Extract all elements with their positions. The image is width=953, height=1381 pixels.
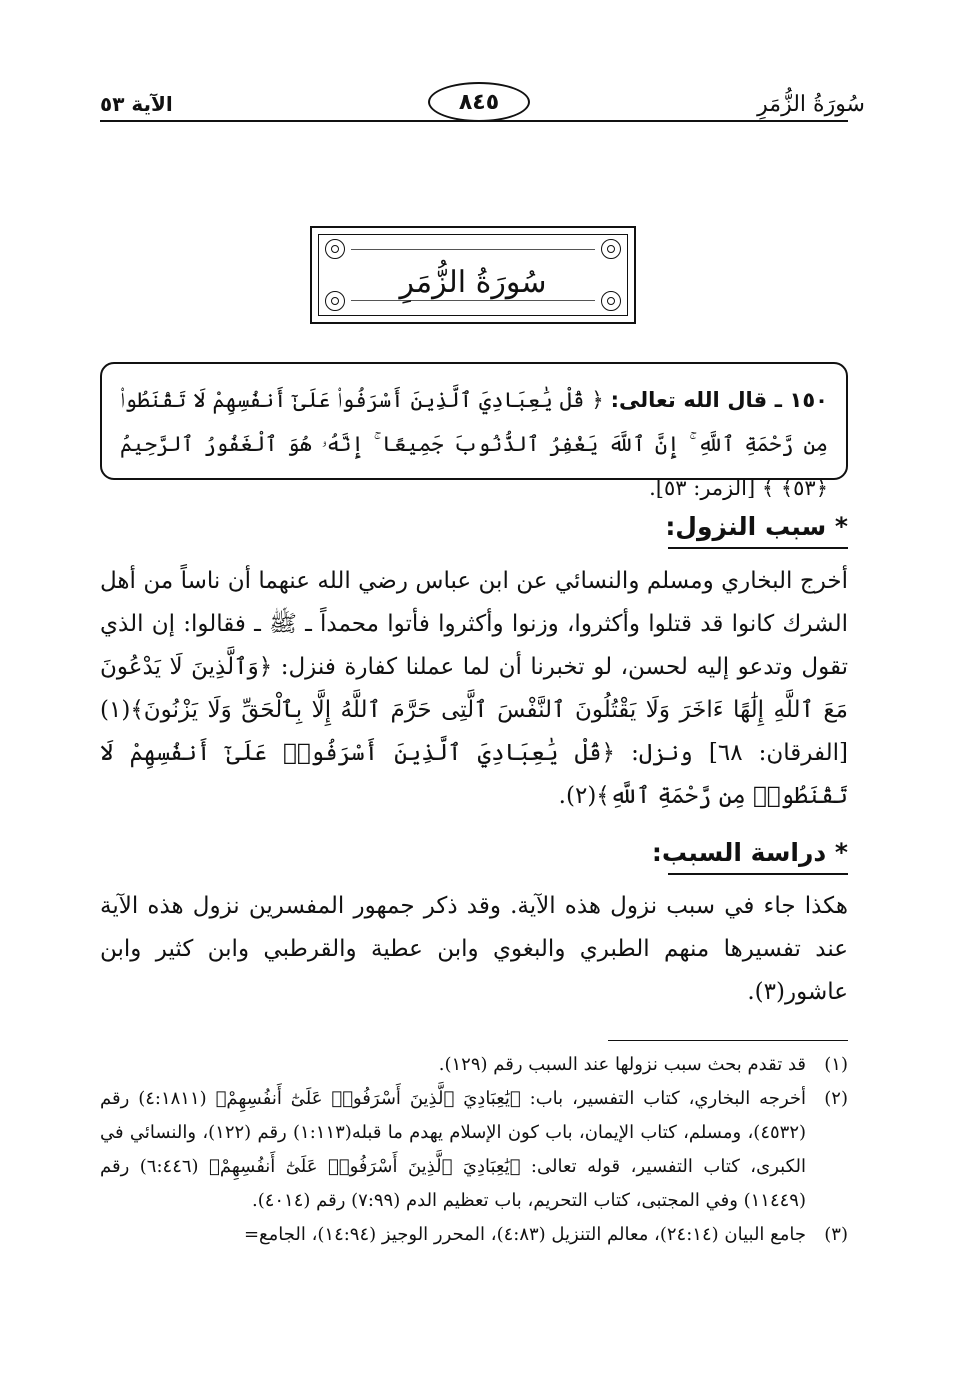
surah-title: سُورَةُ الزُّمَرِ — [399, 265, 547, 300]
footnote-number: (١) — [824, 1054, 848, 1075]
section-heading-study — [652, 838, 848, 867]
surah-title-inner-border — [318, 234, 628, 316]
footnote-text: أخرجه البخاري، كتاب التفسير، باب: ﴿يَٰعِبَادِيَ ٱلَّذِينَ أَسْرَفُوا۟ عَلَىٰٓ أَنفُسِهِمْ﴾ (٤:١٨١١) رقم (٤٥٣٢)، ومسلم، كتاب الإيمان، باب كون الإسلام يهدم ما قبله(١:١١٣) رقم (١٢٢)، والنسائي في الكبرى، كتاب التفسير، قوله تعالى: ﴿يَٰعِبَادِيَ ٱلَّذِينَ أَسْرَفُوا۟ عَلَىٰٓ أَنفُسِهِمْ﴾ (٦:٤٤٦) رقم (١١٤٤٩) وفي المجتبى، كتاب التحريم، باب تعظيم الدم (٧:٩٩) رقم (٤٠١٤). — [100, 1088, 807, 1211]
study-paragraph: هكذا جاء في سبب نزول هذه الآية. وقد ذكر جمهور المفسرين نزول هذه الآية عند تفسيرها منهم الطبري والبغوي وابن عطية والقرطبي وابن كثير وابن عاشور(٣). — [100, 893, 848, 1005]
footnote-separator — [608, 1040, 848, 1041]
vine-decoration — [351, 249, 595, 250]
verse-lead: ١٥٠ ـ قال الله تعالى: — [610, 388, 828, 412]
section-heading-text: * دراسة السبب: — [651, 838, 848, 867]
surah-title-frame — [310, 226, 636, 324]
verse-box — [100, 362, 848, 500]
footnote-text: قد تقدم بحث سبب نزولها عند السبب رقم (١٢٩). — [438, 1054, 806, 1075]
footnote-text: جامع البيان (٢٤:١٤)، معالم التنزيل (٤:٨٣)، المحرر الوجيز (١٤:٩٤)، الجامع= — [243, 1224, 806, 1245]
footnote — [100, 1218, 848, 1252]
heading-underline — [668, 547, 848, 549]
footnote-number: (٢) — [824, 1088, 848, 1109]
footnote — [100, 1082, 848, 1218]
heading-underline — [668, 873, 848, 875]
footnote — [100, 1048, 848, 1082]
section-heading-reason — [665, 512, 848, 541]
page-number: ٨٤٥ — [428, 82, 530, 122]
running-header-surah: سُورَةُ الزُّمَرِ — [757, 92, 865, 117]
verse-text: ﴿ قُلْ يَٰعِبَادِيَ ٱلَّذِينَ أَسْرَفُوا۟ عَلَىٰٓ أَنفُسِهِمْ لَا تَقْنَطُوا۟ مِن رَّحْمَةِ ٱللَّهِ ۚ إِنَّ ٱللَّهَ يَغْفِرُ ٱلذُّنُوبَ جَمِيعًا ۚ إِنَّهُۥ هُوَ ٱلْغَفُورُ ٱلرَّحِيمُ ﴿٥٣﴾ ﴾ [الزمر: ٥٣]. — [120, 388, 828, 500]
vine-decoration — [351, 300, 595, 301]
running-header-ayah: الآية ٥٣ — [100, 92, 173, 116]
header-rule — [100, 120, 848, 122]
footnote-number: (٣) — [824, 1224, 848, 1245]
footnotes — [100, 1048, 848, 1252]
section-heading-text: * سبب النزول: — [665, 512, 848, 541]
reason-paragraph: أخرج البخاري ومسلم والنسائي عن ابن عباس رضي الله عنهما أن ناساً من أهل الشرك كانوا قد قتلوا وأكثروا، وزنوا وأكثروا فأتوا محمداً ـ ﷺ ـ فقالوا: إن الذي تقول وتدعو إليه لحسن، لو تخبرنا أن لما عملنا كفارة فنزل: ﴿وَٱلَّذِينَ لَا يَدْعُونَ مَعَ ٱللَّهِ إِلَٰهًا ءَاخَرَ وَلَا يَقْتُلُونَ ٱلنَّفْسَ ٱلَّتِى حَرَّمَ ٱللَّهُ إِلَّا بِٱلْحَقِّ وَلَا يَزْنُونَ﴾(١) [الفرقان: ٦٨] ونزل: ﴿قُلْ يَٰعِبَادِيَ ٱلَّذِينَ أَسْرَفُوا۟ عَلَىٰٓ أَنفُسِهِمْ لَا تَقْنَطُوا۟ مِن رَّحْمَةِ ٱللَّهِ﴾(٢). — [100, 568, 848, 809]
floral-ornament-icon — [325, 239, 345, 259]
floral-ornament-icon — [601, 239, 621, 259]
